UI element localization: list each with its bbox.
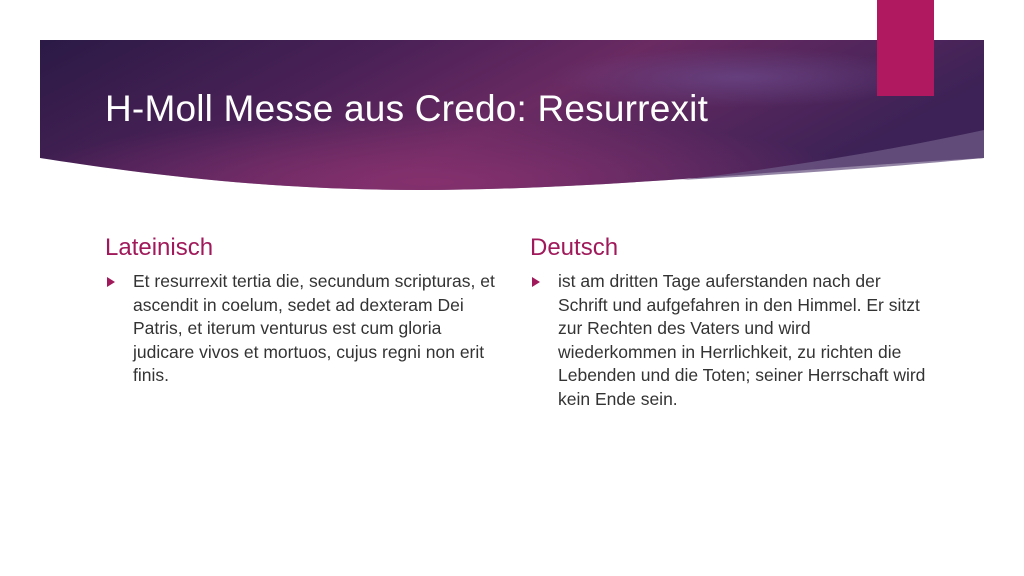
german-bullet-list (530, 270, 930, 411)
german-column (530, 232, 930, 411)
german-heading: Deutsch (530, 234, 619, 261)
german-text: ist am dritten Tage auferstanden nach der Schrift und aufgefahren in den Himmel. Er sitzt zur Rechten des Vaters und wird wiederkommen in Herrlichkeit, zu richten die Lebenden und die Toten; seiner Herrschaft wird kein Ende sein. (558, 271, 926, 409)
triangle-right-icon (107, 277, 115, 287)
triangle-right-icon (532, 277, 540, 287)
slide-title: H-Moll Messe aus Credo: Resurrexit (105, 88, 709, 129)
list-item (530, 270, 930, 411)
list-item (105, 270, 505, 388)
latin-text: Et resurrexit tertia die, secundum scripturas, et ascendit in coelum, sedet ad dexteram Dei Patris, et iterum venturus est cum gloria judicare vivos et mortuos, cujus regni non erit finis. (133, 271, 495, 385)
latin-column (105, 232, 505, 388)
accent-tab (877, 0, 934, 96)
latin-heading: Lateinisch (105, 234, 214, 261)
latin-bullet-list (105, 270, 505, 388)
